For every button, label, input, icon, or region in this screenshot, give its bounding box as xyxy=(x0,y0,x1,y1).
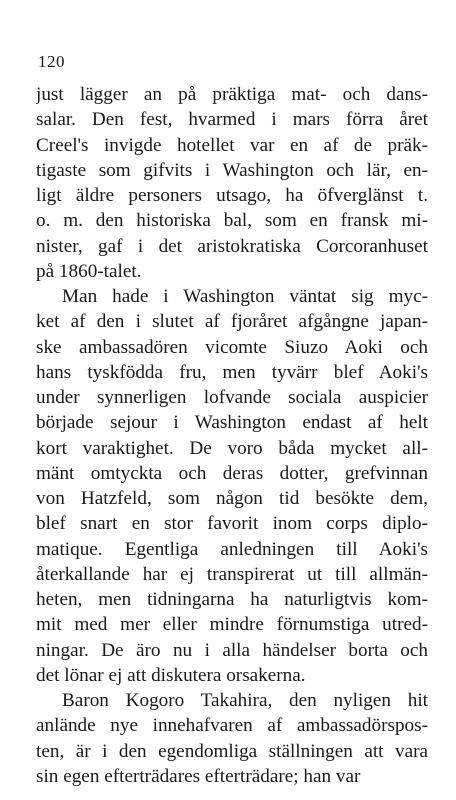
text-line: ket af den i slutet af fjoråret afgångne japan- xyxy=(36,311,428,333)
text-line: återkallande har ej transpirerat ut till allmän- xyxy=(36,563,428,585)
text-line: blef snart en stor favorit inom corps diplo- xyxy=(36,513,428,535)
paragraph xyxy=(36,82,428,284)
text-line: salar. Den fest, hvarmed i mars förra året xyxy=(36,109,428,131)
text-line: o. m. den historiska bal, som en fransk mi- xyxy=(36,210,428,232)
text-line: just lägger an på präktiga mat- och dans- xyxy=(36,84,428,105)
text-line: Creel's invigde hotellet var en af de präk- xyxy=(36,134,428,156)
text-line: mit med mer eller mindre förnumstiga utred- xyxy=(36,614,428,636)
text-line: mänt omtyckta och deras dotter, grefvinnan xyxy=(36,462,428,484)
text-line: ningar. De äro nu i alla händelser borta och xyxy=(36,639,428,661)
text-line: på 1860-talet. xyxy=(36,260,142,282)
text-line: sin egen efterträdares efterträdare; han var xyxy=(36,765,361,787)
text-line: nister, gaf i det aristokratiska Corcoranhuset xyxy=(36,235,428,257)
text-line: Baron Kogoro Takahira, den nyligen hit xyxy=(62,690,428,711)
text-line: började sejour i Washington endast af helt xyxy=(36,412,428,434)
text-line: ten, är i den egendomliga ställningen att vara xyxy=(36,740,428,762)
text-line: under synnerligen lofvande sociala auspicier xyxy=(36,387,428,408)
text-line: ligt äldre personers utsago, ha öfverglänst t. xyxy=(36,185,428,206)
page-number: 120 xyxy=(38,52,65,71)
text-line: hans tyskfödda fru, men tyvärr blef Aoki's xyxy=(36,361,428,383)
text-line: tigaste som gifvits i Washington och lär, en- xyxy=(36,159,428,181)
text-line: det lönar ej att diskutera orsakerna. xyxy=(36,664,306,686)
text-line: heten, men tidningarna ha naturligtvis kom- xyxy=(36,589,428,610)
text-line: Man hade i Washington väntat sig myc- xyxy=(62,286,428,307)
text-line: matique. Egentliga anledningen till Aoki's xyxy=(36,538,428,560)
paragraph xyxy=(36,284,428,688)
text-line: von Hatzfeld, som någon tid besökte dem, xyxy=(36,488,428,509)
text-line: anlände nye innehafvaren af ambassadörspos- xyxy=(36,715,428,737)
text-line: kort varaktighet. De voro båda mycket all- xyxy=(36,437,428,459)
paragraph xyxy=(36,688,428,789)
body-text xyxy=(36,82,428,789)
text-line: ske ambassadören vicomte Siuzo Aoki och xyxy=(36,336,428,358)
